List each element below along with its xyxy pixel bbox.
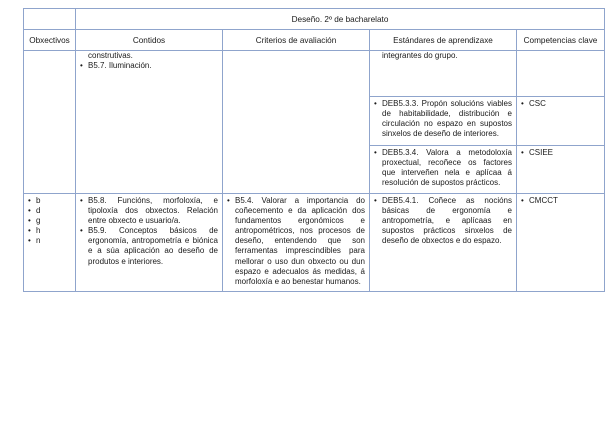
- estandar-deb533-cell: [370, 97, 517, 146]
- list-item: [374, 196, 512, 246]
- obxectivos-list: [28, 196, 71, 246]
- competencia-csc-cell: [517, 97, 605, 146]
- contidos-b59: B5.9. Conceptos básicos de ergonomía, antropometría e biónica e a súa aplicación ao deseño de produtos e interiores.: [88, 226, 218, 266]
- competencia-cmcct-cell: [517, 194, 605, 292]
- list-item: [80, 61, 218, 71]
- obxectivo-d: d: [36, 206, 41, 216]
- competencia-cmcct: CMCCT: [529, 196, 558, 205]
- obxectivo-n: n: [36, 236, 41, 246]
- list-item: [28, 226, 71, 236]
- list-item: [521, 99, 600, 109]
- list-item: [521, 196, 600, 206]
- estandar-deb533: DEB5.3.3. Propón solucións viables de habitabilidade, distribución e circulación no espazo en supostos sinxelos de deseño de interiores.: [382, 99, 512, 139]
- obxectivos-cell-continued: [24, 51, 76, 194]
- blank-corner-cell: [24, 9, 76, 30]
- criterio-b54: B5.4. Valorar a importancia do coñecemento e da aplicación dos fundamentos ergonómicos e antropométricos, nos procesos de deseño, entendendo que son ferramentas imprescindibles para mellorar o uso dun obxecto ou dun espazo e adecualos ás medidas, á morfoloxía e ao benestar humanos.: [235, 196, 365, 286]
- competencia-csiee-cell: [517, 146, 605, 194]
- table-title: Deseño. 2º de bacharelato: [76, 9, 605, 30]
- list-item: [80, 226, 218, 266]
- contidos-cell: [76, 194, 223, 292]
- header-obxectivos: Obxectivos: [24, 30, 76, 51]
- contidos-continuation: construtivas.: [88, 51, 133, 60]
- estandares-cell-continued: [370, 51, 517, 97]
- list-item: [227, 196, 365, 287]
- contidos-b58: B5.8. Funcións, morfoloxía, e tipoloxía dos obxectos. Relación entre obxecto e usuario/a.: [88, 196, 218, 226]
- contidos-b57: B5.7. Iluminación.: [88, 61, 152, 71]
- list-item: [80, 196, 218, 226]
- competencia-csiee: CSIEE: [529, 148, 554, 157]
- competencias-cell-continued: [517, 51, 605, 97]
- criterios-cell-continued: [223, 51, 370, 194]
- list-item: [374, 148, 512, 188]
- estandar-deb541-cell: [370, 194, 517, 292]
- header-estandares: Estándares de aprendizaxe: [370, 30, 517, 51]
- obxectivos-cell: [24, 194, 76, 292]
- list-item: [28, 236, 71, 246]
- header-criterios: Criterios de avaliación: [223, 30, 370, 51]
- list-item: [374, 51, 512, 61]
- estandar-deb534-cell: [370, 146, 517, 194]
- curriculum-table: [23, 8, 605, 292]
- competencia-csc: CSC: [529, 99, 546, 108]
- estandar-deb534: DEB5.3.4. Valora a metodoloxía proxectual, recoñece os factores que interveñen nela e aplícaa á resolución de supostos prácticos.: [382, 148, 512, 188]
- list-item: [28, 206, 71, 216]
- list-item: [521, 148, 600, 158]
- obxectivo-b: b: [36, 196, 41, 205]
- contidos-cell-continued: [76, 51, 223, 194]
- list-item: [374, 99, 512, 139]
- list-item: [80, 51, 218, 61]
- obxectivo-g: g: [36, 216, 41, 226]
- criterio-cell: [223, 194, 370, 292]
- estandares-continuation: integrantes do grupo.: [382, 51, 458, 60]
- estandar-deb541: DEB5.4.1. Coñece as nocións básicas de ergonomía e antropometría, e aplícaas en supostos prácticos sinxelos de deseño de obxectos e do espazo.: [382, 196, 512, 246]
- list-item: [28, 216, 71, 226]
- obxectivo-h: h: [36, 226, 41, 236]
- header-contidos: Contidos: [76, 30, 223, 51]
- header-competencias: Competencias clave: [517, 30, 605, 51]
- list-item: [28, 196, 71, 206]
